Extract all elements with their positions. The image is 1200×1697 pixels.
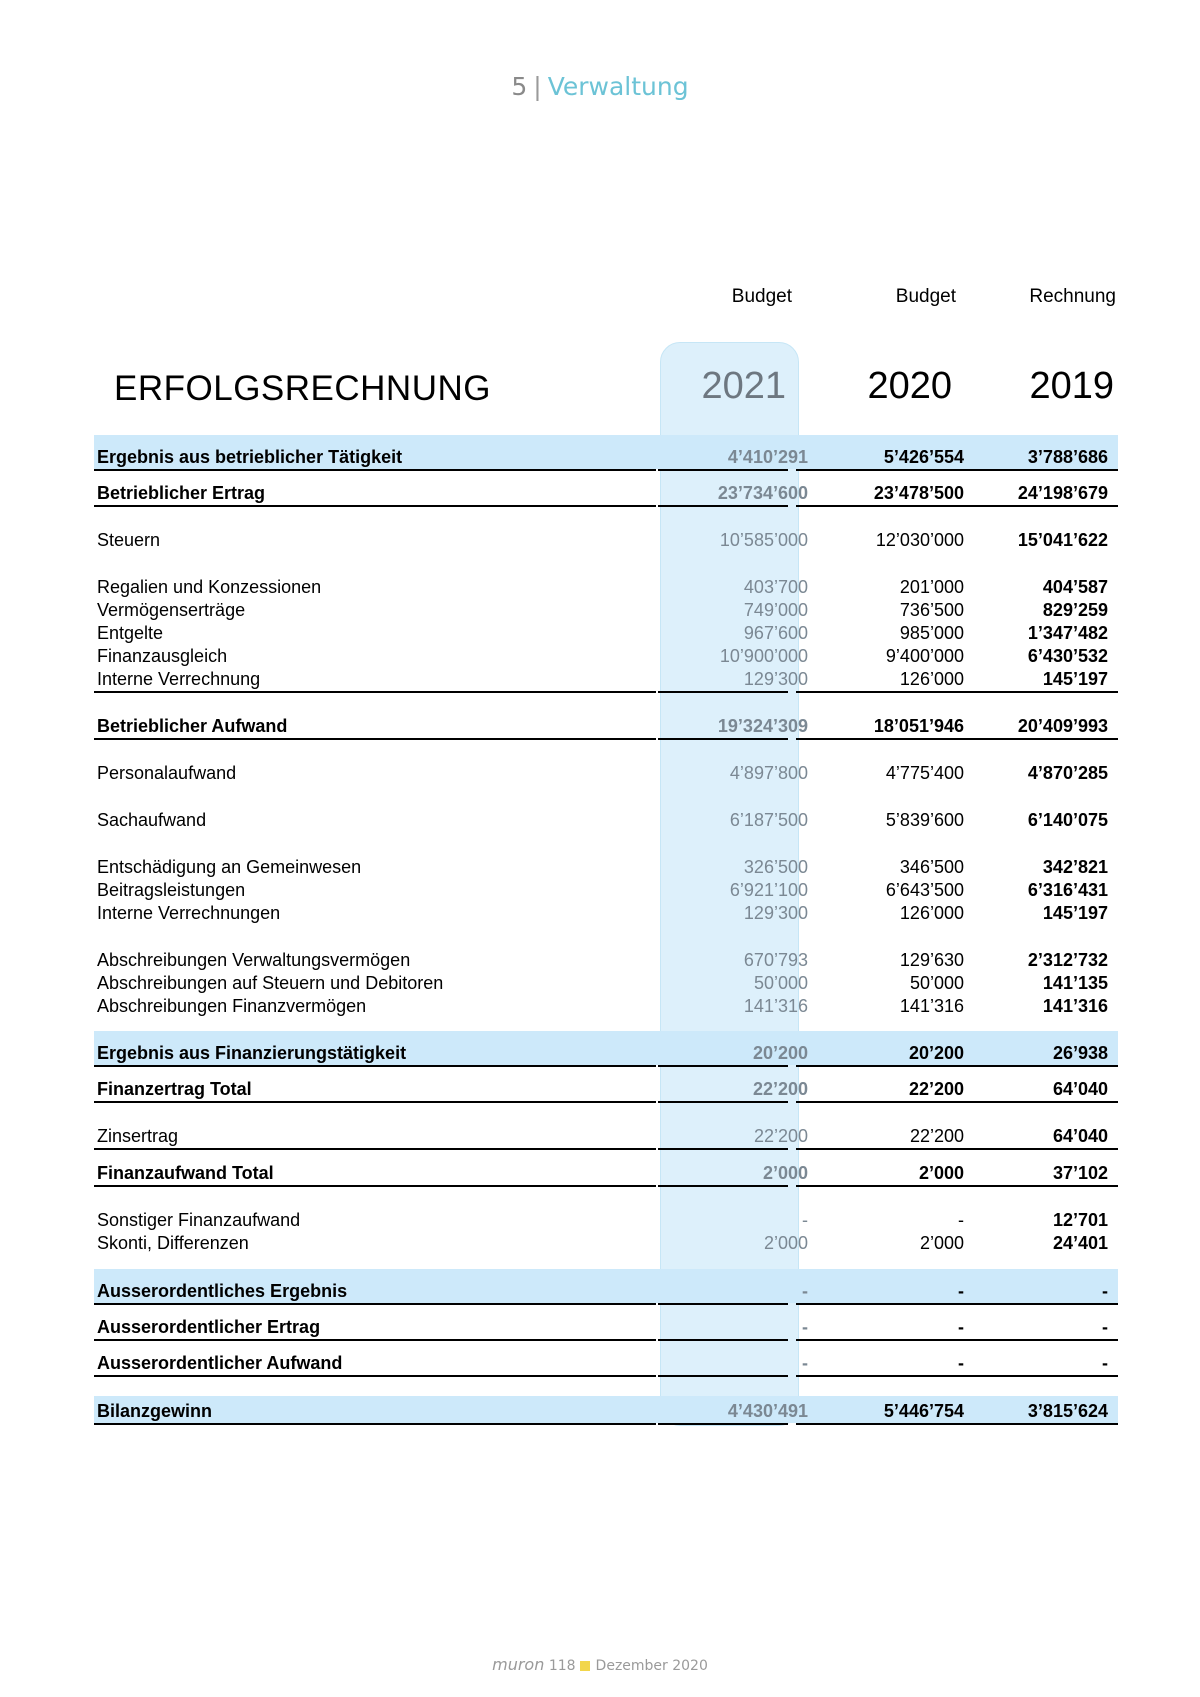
row-value-2021: 326’500 — [743, 857, 808, 877]
row-value-2020: 201’000 — [899, 577, 964, 597]
row-rule — [94, 1185, 656, 1187]
row-value-2021: 10’900’000 — [719, 646, 808, 666]
column-type-2020: Budget — [895, 286, 956, 307]
row-value-2020: 20’200 — [908, 1043, 964, 1063]
row-value-2021: 6’921’100 — [729, 880, 808, 900]
row-rule — [94, 469, 656, 471]
table-row-betrieblicher-aufwand — [94, 715, 1118, 737]
row-rule — [658, 469, 788, 471]
table-row-entgelte — [94, 622, 1118, 644]
row-value-2019: 2’312’732 — [1027, 950, 1108, 970]
row-value-2019: 829’259 — [1042, 600, 1108, 620]
row-value-2019: 145’197 — [1042, 669, 1108, 689]
row-value-2019: - — [1102, 1281, 1108, 1301]
table-row-ausserordentlicher-ertrag — [94, 1316, 1118, 1338]
row-value-2020: 346’500 — [899, 857, 964, 877]
row-rule — [658, 505, 788, 507]
row-label: Regalien und Konzessionen — [97, 577, 322, 597]
row-label: Personalaufwand — [97, 763, 237, 783]
row-value-2020: 2’000 — [919, 1233, 964, 1253]
row-value-2020: 22’200 — [908, 1079, 964, 1099]
row-value-2019: 141’316 — [1042, 996, 1108, 1016]
row-rule — [796, 1185, 1118, 1187]
table-row-betrieblicher-ertrag — [94, 482, 1118, 504]
row-value-2021: 20’200 — [752, 1043, 808, 1063]
total-top-rule — [94, 1375, 656, 1377]
row-value-2020: 5’426’554 — [883, 447, 964, 467]
row-rule — [94, 1101, 656, 1103]
row-value-2021: 19’324’309 — [717, 716, 808, 736]
row-rule — [94, 505, 656, 507]
row-value-2019: 15’041’622 — [1017, 530, 1108, 550]
row-rule — [658, 1101, 788, 1103]
table-row-beitragsleistungen — [94, 879, 1118, 901]
row-value-2020: - — [958, 1210, 964, 1230]
row-label: Abschreibungen auf Steuern und Debitoren — [97, 973, 444, 993]
row-value-2020: 126’000 — [899, 669, 964, 689]
row-value-2021: 4’410’291 — [727, 447, 808, 467]
section-title: Verwaltung — [547, 72, 689, 101]
row-value-2021: 403’700 — [743, 577, 808, 597]
row-value-2019: 342’821 — [1042, 857, 1108, 877]
row-value-2019: 20’409’993 — [1017, 716, 1108, 736]
table-row-vermögenserträge — [94, 599, 1118, 621]
row-value-2020: - — [958, 1317, 964, 1337]
row-value-2019: 404’587 — [1042, 577, 1108, 597]
row-value-2020: 141’316 — [899, 996, 964, 1016]
row-label: Bilanzgewinn — [97, 1401, 213, 1421]
row-label: Zinsertrag — [97, 1126, 179, 1146]
row-value-2019: - — [1102, 1353, 1108, 1373]
row-label: Beitragsleistungen — [97, 880, 246, 900]
table-row-finanzertrag-total — [94, 1078, 1118, 1100]
row-rule — [796, 1148, 1118, 1150]
footer-issue: 118 — [548, 1658, 576, 1674]
row-value-2020: 18’051’946 — [873, 716, 964, 736]
row-value-2019: 3’788’686 — [1027, 447, 1108, 467]
row-label: Finanzertrag Total — [97, 1079, 252, 1099]
table-row-interne-verrechnung — [94, 668, 1118, 690]
row-rule — [658, 1185, 788, 1187]
row-value-2019: 4’870’285 — [1027, 763, 1108, 783]
row-label: Ergebnis aus betrieblicher Tätigkeit — [97, 447, 403, 467]
row-rule — [796, 738, 1118, 740]
row-rule — [658, 1303, 788, 1305]
row-value-2019: 6’140’075 — [1027, 810, 1108, 830]
table-row-finanzausgleich — [94, 645, 1118, 667]
footer-square-icon — [580, 1661, 590, 1671]
row-value-2019: 141’135 — [1042, 973, 1108, 993]
row-rule — [796, 1423, 1118, 1425]
row-value-2021: 141’316 — [743, 996, 808, 1016]
row-value-2019: 6’316’431 — [1027, 880, 1108, 900]
row-label: Finanzaufwand Total — [97, 1163, 274, 1183]
row-value-2021: 4’430’491 — [727, 1401, 808, 1421]
footer-date: Dezember 2020 — [595, 1658, 708, 1674]
row-value-2019: 24’401 — [1052, 1233, 1108, 1253]
row-label: Ausserordentlicher Ertrag — [97, 1317, 321, 1337]
row-rule — [796, 1101, 1118, 1103]
row-value-2019: 3’815’624 — [1027, 1401, 1108, 1421]
row-rule — [658, 1339, 788, 1341]
year-2020: 2020 — [867, 365, 952, 407]
row-value-2019: 37’102 — [1052, 1163, 1108, 1183]
footer-brand: muron — [492, 1655, 545, 1674]
income-statement-table — [94, 0, 1118, 1697]
row-value-2019: 64’040 — [1052, 1079, 1108, 1099]
row-rule — [796, 505, 1118, 507]
row-rule — [658, 1423, 788, 1425]
row-value-2020: 2’000 — [918, 1163, 964, 1183]
row-rule — [658, 691, 788, 693]
year-2021: 2021 — [701, 365, 786, 407]
table-row-sachaufwand — [94, 809, 1118, 831]
row-value-2020: 6’643’500 — [885, 880, 964, 900]
row-value-2020: 129’630 — [899, 950, 964, 970]
row-value-2021: 22’200 — [752, 1079, 808, 1099]
row-value-2020: 22’200 — [909, 1126, 964, 1146]
row-value-2019: 12’701 — [1052, 1210, 1108, 1230]
table-row-skonti-differenzen — [94, 1232, 1118, 1254]
row-label: Sonstiger Finanzaufwand — [97, 1210, 301, 1230]
row-value-2019: 24’198’679 — [1017, 483, 1108, 503]
row-value-2021: 670’793 — [743, 950, 808, 970]
row-value-2021: 22’200 — [753, 1126, 808, 1146]
table-row-abschreibungen-verwaltungsvermögen — [94, 949, 1118, 971]
row-value-2020: 4’775’400 — [885, 763, 964, 783]
table-row-abschreibungen-auf-steuern-und-debitoren — [94, 972, 1118, 994]
page-number: 5 — [511, 72, 528, 101]
row-label: Skonti, Differenzen — [97, 1233, 249, 1253]
row-value-2020: 5’839’600 — [885, 810, 964, 830]
row-rule — [94, 738, 656, 740]
row-value-2021: 967’600 — [743, 623, 808, 643]
row-rule — [94, 691, 656, 693]
row-value-2021: 2’000 — [762, 1163, 808, 1183]
table-row-ausserordentliches-ergebnis — [94, 1280, 1118, 1302]
table-row-regalien-und-konzessionen — [94, 576, 1118, 598]
table-row-ergebnis-aus-betrieblicher-tätigkeit — [94, 446, 1118, 468]
row-value-2020: 12’030’000 — [875, 530, 964, 550]
row-label: Steuern — [97, 530, 161, 550]
row-value-2021: 129’300 — [743, 669, 808, 689]
total-top-rule — [658, 1375, 788, 1377]
row-value-2021: - — [802, 1353, 808, 1373]
row-value-2021: 749’000 — [743, 600, 808, 620]
column-type-2021: Budget — [731, 286, 792, 307]
row-label: Abschreibungen Finanzvermögen — [97, 996, 367, 1016]
row-rule — [658, 1148, 788, 1150]
row-value-2021: 10’585’000 — [719, 530, 808, 550]
row-rule — [658, 1065, 788, 1067]
row-label: Interne Verrechnungen — [97, 903, 281, 923]
table-row-interne-verrechnungen — [94, 902, 1118, 924]
row-value-2020: 736’500 — [899, 600, 964, 620]
row-value-2019: 145’197 — [1042, 903, 1108, 923]
row-value-2019: 6’430’532 — [1027, 646, 1108, 666]
page-footer — [0, 1655, 1200, 1674]
row-rule — [796, 1303, 1118, 1305]
row-value-2020: 23’478’500 — [873, 483, 964, 503]
column-type-2019: Rechnung — [1029, 286, 1116, 307]
year-2019: 2019 — [1029, 365, 1114, 407]
row-value-2020: - — [958, 1281, 964, 1301]
row-label: Entschädigung an Gemeinwesen — [97, 857, 362, 877]
row-rule — [796, 691, 1118, 693]
header-separator: | — [533, 72, 542, 101]
row-value-2021: 4’897’800 — [729, 763, 808, 783]
table-row-entschädigung-an-gemeinwesen — [94, 856, 1118, 878]
row-value-2019: - — [1102, 1317, 1108, 1337]
total-top-rule — [796, 1375, 1118, 1377]
table-row-finanzaufwand-total — [94, 1162, 1118, 1184]
table-row-personalaufwand — [94, 762, 1118, 784]
row-label: Ausserordentlicher Aufwand — [97, 1353, 343, 1373]
row-label: Ergebnis aus Finanzierungstätigkeit — [97, 1043, 407, 1063]
row-value-2021: - — [802, 1317, 808, 1337]
row-label: Betrieblicher Ertrag — [97, 483, 266, 503]
row-label: Interne Verrechnung — [97, 669, 261, 689]
row-rule — [94, 1303, 656, 1305]
row-label: Sachaufwand — [97, 810, 207, 830]
table-row-steuern — [94, 529, 1118, 551]
row-value-2021: 50’000 — [753, 973, 808, 993]
row-value-2021: 6’187’500 — [729, 810, 808, 830]
row-value-2019: 26’938 — [1052, 1043, 1108, 1063]
row-value-2019: 64’040 — [1052, 1126, 1108, 1146]
row-value-2021: 2’000 — [763, 1233, 808, 1253]
row-label: Betrieblicher Aufwand — [97, 716, 288, 736]
row-value-2020: 50’000 — [909, 973, 964, 993]
row-rule — [94, 1423, 656, 1425]
row-label: Entgelte — [97, 623, 164, 643]
row-value-2021: 23’734’600 — [717, 483, 808, 503]
row-value-2020: 126’000 — [899, 903, 964, 923]
table-row-ergebnis-aus-finanzierungstätigkeit — [94, 1042, 1118, 1064]
row-rule — [94, 1065, 656, 1067]
table-row-sonstiger-finanzaufwand — [94, 1209, 1118, 1231]
row-value-2020: 9’400’000 — [885, 646, 964, 666]
table-row-bilanzgewinn — [94, 1400, 1118, 1422]
row-label: Abschreibungen Verwaltungsvermögen — [97, 950, 411, 970]
row-value-2021: - — [802, 1281, 808, 1301]
row-label: Ausserordentliches Ergebnis — [97, 1281, 348, 1301]
row-rule — [796, 1065, 1118, 1067]
row-value-2020: 5’446’754 — [883, 1401, 964, 1421]
row-value-2021: 129’300 — [743, 903, 808, 923]
row-rule — [94, 1339, 656, 1341]
table-row-ausserordentlicher-aufwand — [94, 1352, 1118, 1374]
row-value-2020: 985’000 — [899, 623, 964, 643]
row-rule — [796, 469, 1118, 471]
row-rule — [658, 738, 788, 740]
table-row-zinsertrag — [94, 1125, 1118, 1147]
page-title: ERFOLGSRECHNUNG — [114, 369, 491, 408]
row-rule — [796, 1339, 1118, 1341]
row-label: Vermögenserträge — [97, 600, 246, 620]
table-row-abschreibungen-finanzvermögen — [94, 995, 1118, 1017]
row-label: Finanzausgleich — [97, 646, 228, 666]
row-rule — [94, 1148, 656, 1150]
row-value-2019: 1’347’482 — [1027, 623, 1108, 643]
row-value-2020: - — [958, 1353, 964, 1373]
row-value-2021: - — [802, 1210, 808, 1230]
